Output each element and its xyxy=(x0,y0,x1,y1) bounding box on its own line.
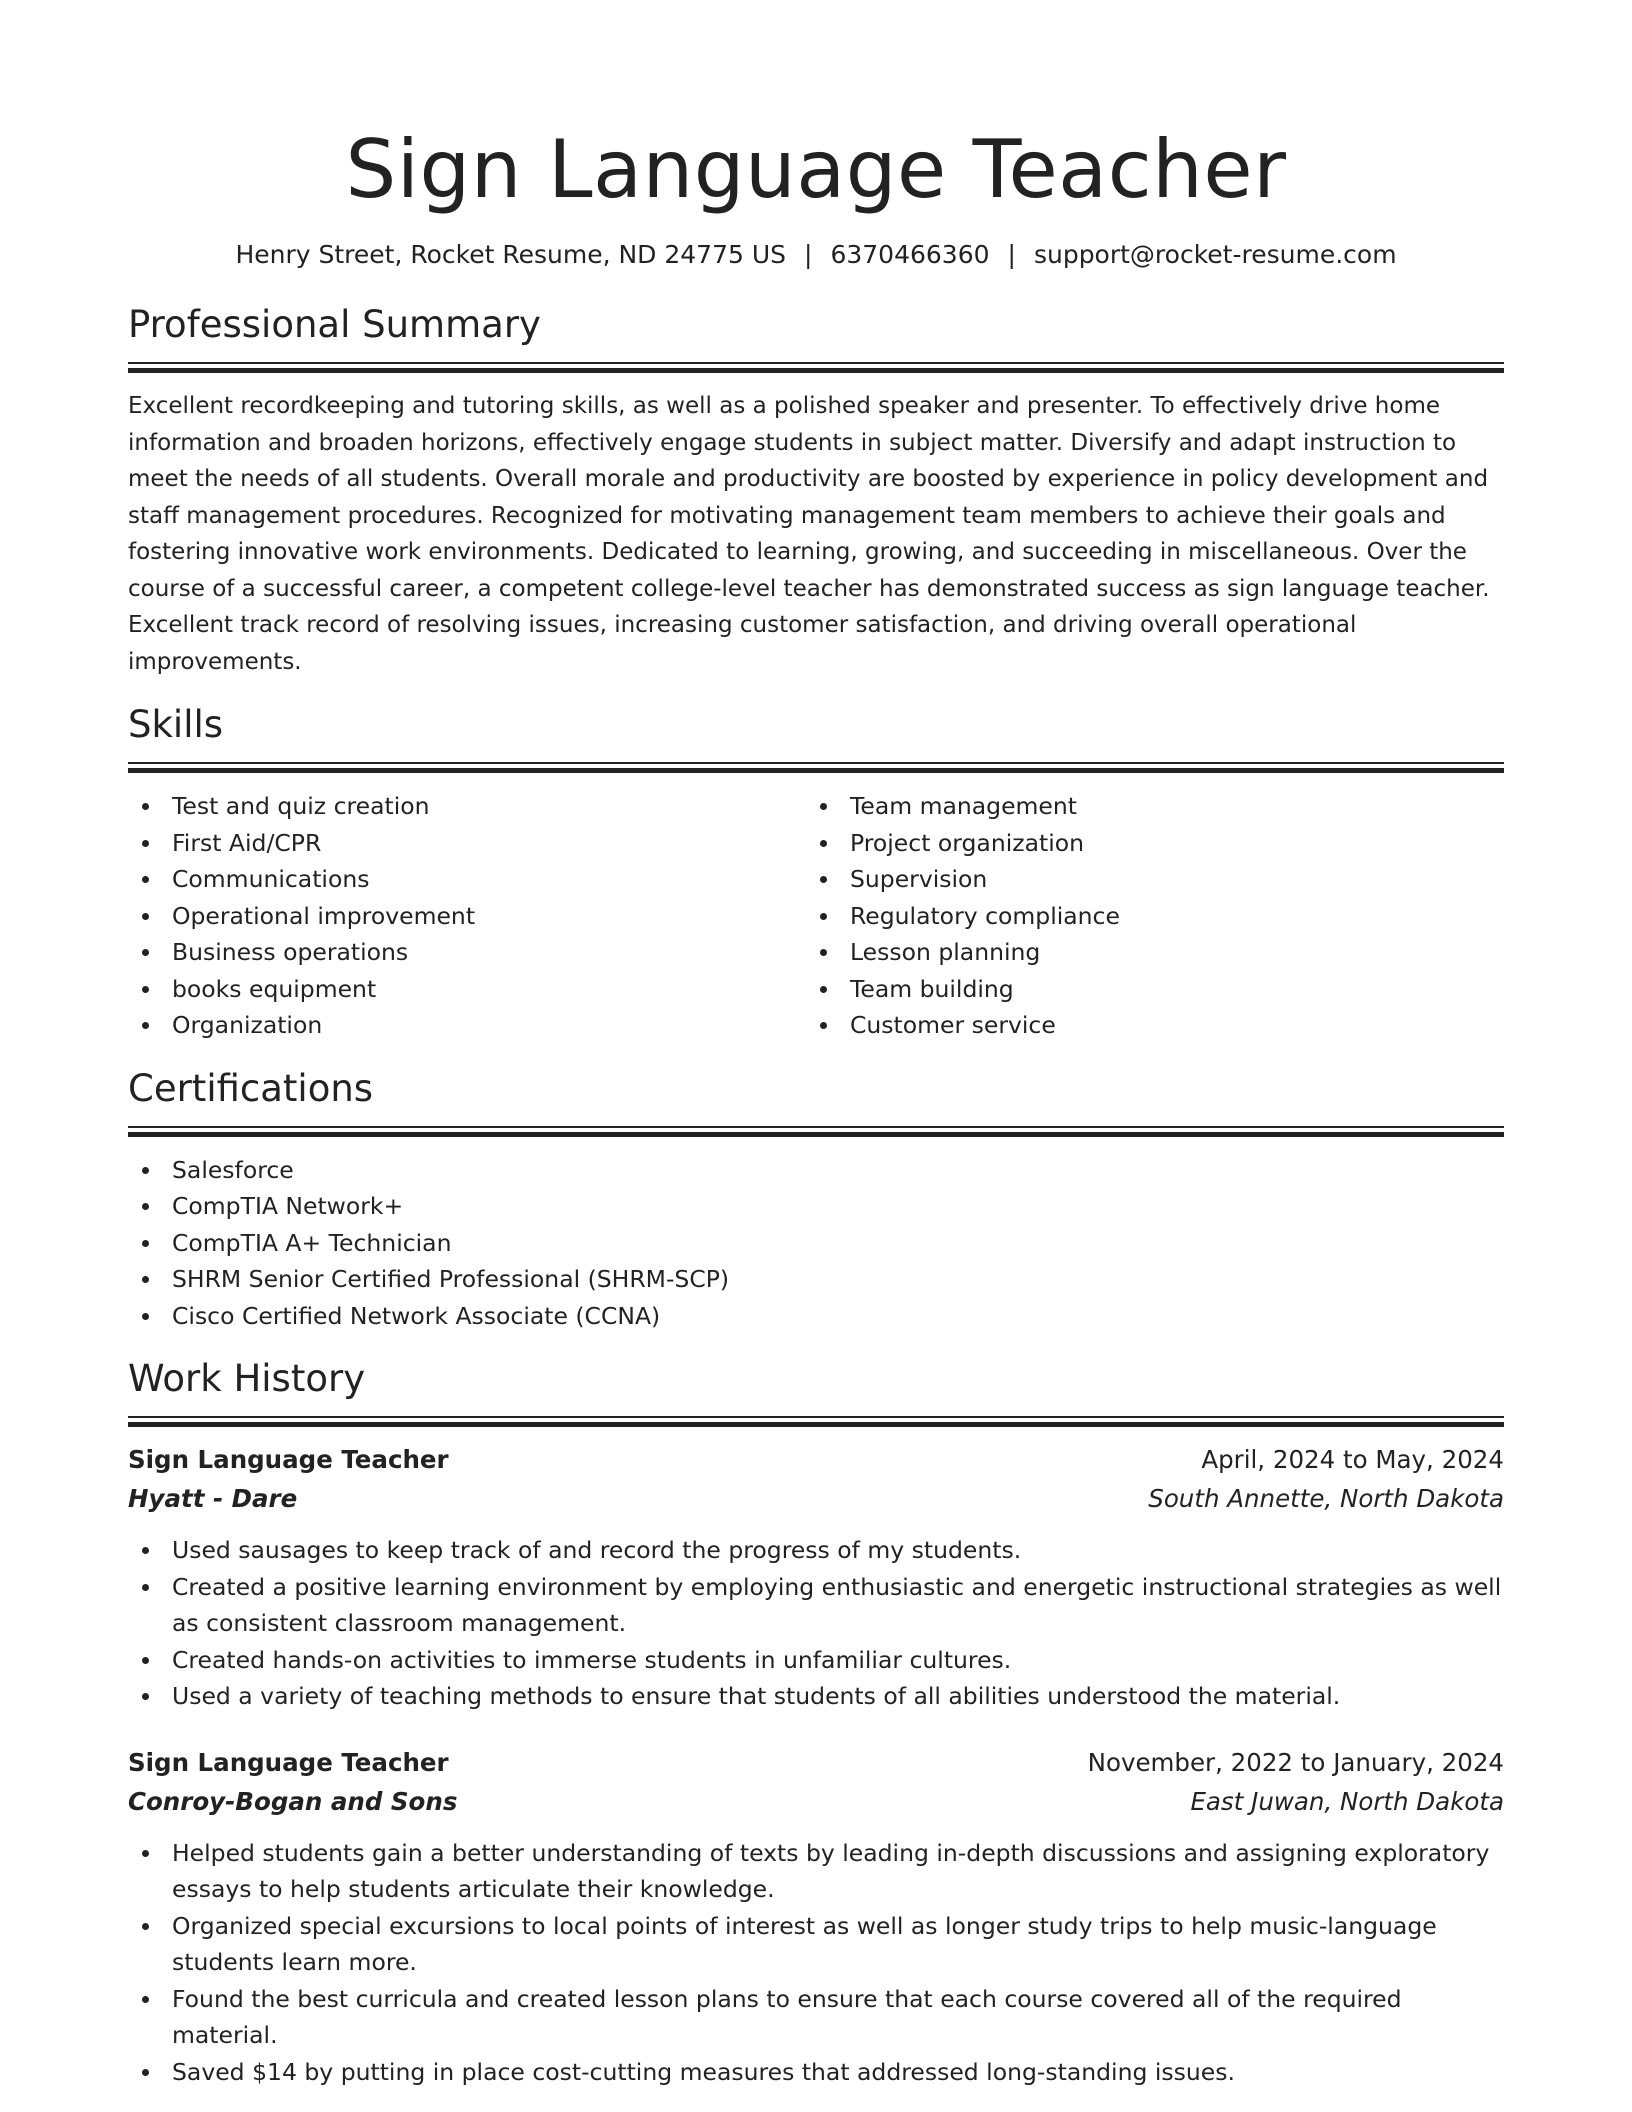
job-title: Sign Language Teacher xyxy=(128,1445,449,1474)
skill-item: Team building xyxy=(806,971,1484,1008)
section-heading-certifications: Certifications xyxy=(128,1066,374,1110)
job-bullet: Helped students gain a better understanding of texts by leading in-depth discussions and assigning exploratory essays to help students articulate their knowledge. xyxy=(128,1835,1504,1908)
job-bullets xyxy=(128,1835,1504,2091)
page-title: Sign Language Teacher xyxy=(345,123,1287,216)
section-divider xyxy=(128,1126,1504,1136)
job-header xyxy=(128,1743,1504,1783)
skills-list-right xyxy=(806,788,1484,1044)
job-entry xyxy=(128,1440,1504,1715)
job-bullet: Organized special excursions to local points of interest as well as longer study trips to help music-language students learn more. xyxy=(128,1908,1504,1981)
skill-item: Team management xyxy=(806,788,1484,825)
contact-line xyxy=(128,238,1504,272)
job-subheader xyxy=(128,1783,1504,1821)
skill-item: Regulatory compliance xyxy=(806,898,1484,935)
job-bullet: Created hands-on activities to immerse students in unfamiliar cultures. xyxy=(128,1642,1504,1679)
phone: 6370466360 xyxy=(830,240,990,269)
skill-item: Project organization xyxy=(806,825,1484,862)
job-bullet: Found the best curricula and created lesson plans to ensure that each course covered all of the required material. xyxy=(128,1981,1504,2054)
job-location: East Juwan, North Dakota xyxy=(1190,1786,1504,1816)
resume-page xyxy=(128,0,1504,2090)
skill-item: Test and quiz creation xyxy=(128,788,806,825)
skill-item: First Aid/CPR xyxy=(128,825,806,862)
job-bullet: Created a positive learning environment by employing enthusiastic and energetic instructional strategies as well as consistent classroom management. xyxy=(128,1569,1504,1642)
section-divider xyxy=(128,1416,1504,1426)
skill-item: books equipment xyxy=(128,971,806,1008)
certification-item: Cisco Certified Network Associate (CCNA) xyxy=(128,1298,1504,1335)
separator: | xyxy=(1007,240,1016,269)
separator: | xyxy=(804,240,813,269)
job-bullets xyxy=(128,1532,1504,1715)
certification-item: CompTIA Network+ xyxy=(128,1188,1504,1225)
address: Henry Street, Rocket Resume, ND 24775 US xyxy=(235,240,787,269)
job-location: South Annette, North Dakota xyxy=(1148,1484,1504,1513)
job-entry xyxy=(128,1743,1504,2091)
job-header xyxy=(128,1440,1504,1480)
skill-item: Operational improvement xyxy=(128,898,806,935)
section-divider xyxy=(128,762,1504,772)
skill-item: Lesson planning xyxy=(806,934,1484,971)
job-bullet: Used a variety of teaching methods to ensure that students of all abilities understood the material. xyxy=(128,1678,1504,1715)
skills-columns xyxy=(128,788,1504,1044)
job-dates: April, 2024 to May, 2024 xyxy=(1201,1445,1504,1474)
job-company: Hyatt - Dare xyxy=(128,1484,298,1513)
section-heading-summary: Professional Summary xyxy=(128,303,541,346)
summary-section xyxy=(128,302,1504,680)
section-heading-skills: Skills xyxy=(128,703,224,746)
skill-item: Communications xyxy=(128,861,806,898)
job-subheader xyxy=(128,1480,1504,1518)
job-bullet: Saved $14 by putting in place cost-cutting measures that addressed long-standing issues. xyxy=(128,2054,1504,2091)
job-dates: November, 2022 to January, 2024 xyxy=(1087,1747,1504,1777)
certification-item: CompTIA A+ Technician xyxy=(128,1225,1504,1262)
work-history-section xyxy=(128,1356,1504,2090)
job-bullet: Used sausages to keep track of and record the progress of my students. xyxy=(128,1532,1504,1569)
skill-item: Business operations xyxy=(128,934,806,971)
certification-item: SHRM Senior Certified Professional (SHRM-SCP) xyxy=(128,1261,1504,1298)
job-company: Conroy-Bogan and Sons xyxy=(128,1786,458,1816)
skill-item: Organization xyxy=(128,1007,806,1044)
summary-text: Excellent recordkeeping and tutoring skills, as well as a polished speaker and presenter. To effectively drive home information and broaden horizons, effectively engage students in subject matter. Diversify and adapt instruction to meet the needs of all students. Overall morale and productivity are boosted by experience in policy development and staff management procedures. Recognized for motivating management team members to achieve their goals and fostering innovative work environments. Dedicated to learning, growing, and succeeding in miscellaneous. Over the course of a successful career, a competent college-level teacher has demonstrated success as sign language teacher. Excellent track record of resolving issues, increasing customer satisfaction, and driving overall operational improvements. xyxy=(128,393,1490,675)
skills-section xyxy=(128,702,1504,1044)
job-title: Sign Language Teacher xyxy=(128,1747,449,1777)
skills-list-left xyxy=(128,788,806,1044)
skill-item: Supervision xyxy=(806,861,1484,898)
certification-item: Salesforce xyxy=(128,1152,1504,1189)
certifications-list xyxy=(128,1152,1504,1335)
section-heading-work-history: Work History xyxy=(128,1357,366,1400)
certifications-section xyxy=(128,1066,1504,1335)
skill-item: Customer service xyxy=(806,1007,1484,1044)
email: support@rocket-resume.com xyxy=(1033,240,1397,269)
section-divider xyxy=(128,362,1504,372)
